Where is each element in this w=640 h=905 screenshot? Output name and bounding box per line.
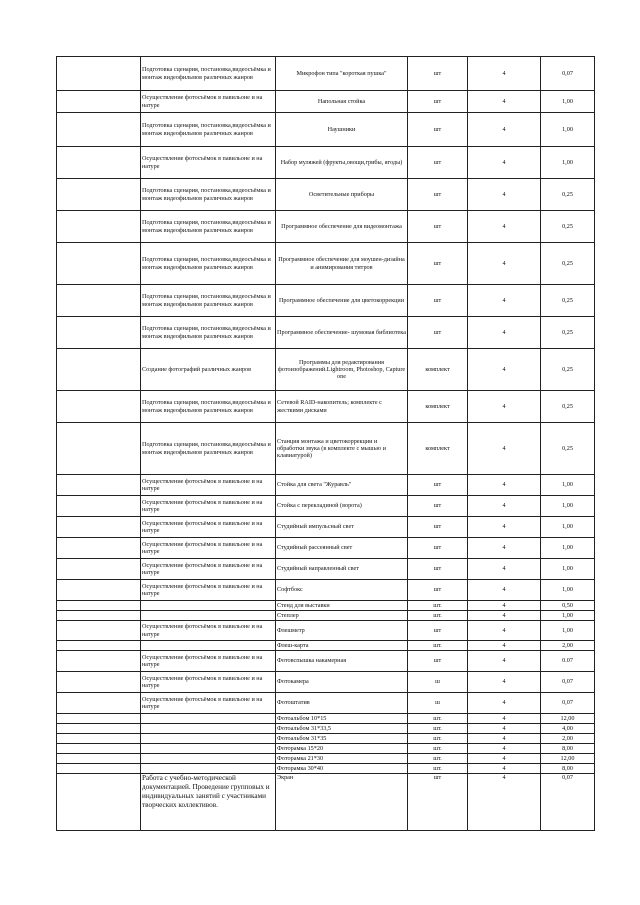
unit-cell: шт.	[408, 744, 468, 754]
table-row	[57, 113, 595, 147]
activity-cell: Подготовка сценария, постановка,видеосъёмка и монтаж видеофильмов различных жанров	[141, 211, 276, 243]
coefficient-cell: 8,00	[541, 744, 595, 754]
quantity-cell: 4	[468, 724, 541, 734]
quantity-cell: 4	[468, 693, 541, 714]
coefficient-cell: 0,25	[541, 179, 595, 211]
item-cell: Стенд для выставки	[276, 601, 408, 611]
activity-cell: Подготовка сценария, постановка,видеосъёмка и монтаж видеофильмов различных жанров	[141, 179, 276, 211]
quantity-cell: 4	[468, 91, 541, 113]
activity-cell	[141, 714, 276, 724]
number-cell	[57, 580, 141, 601]
item-cell: Фотокамера	[276, 672, 408, 693]
table-row	[57, 423, 595, 475]
activity-cell: Подготовка сценария, постановка,видеосъёмка и монтаж видеофильмов различных жанров	[141, 423, 276, 475]
coefficient-cell: 0,07	[541, 774, 595, 831]
table-row	[57, 714, 595, 724]
activity-cell: Работа с учебно-методической документацией. Проведение групповых и индивидуальных занятий с участниками творческих коллективов.	[141, 774, 276, 831]
coefficient-cell: 1,00	[541, 496, 595, 517]
quantity-cell: 4	[468, 423, 541, 475]
number-cell	[57, 764, 141, 774]
number-cell	[57, 611, 141, 621]
item-cell: Софтбокс	[276, 580, 408, 601]
quantity-cell: 4	[468, 714, 541, 724]
coefficient-cell: 12,00	[541, 754, 595, 764]
number-cell	[57, 475, 141, 496]
item-cell: Набор муляжей (фрукты,овощи,грибы, ягоды)	[276, 147, 408, 179]
unit-cell: шт	[408, 559, 468, 580]
coefficient-cell: 2,00	[541, 641, 595, 651]
coefficient-cell: 2,00	[541, 734, 595, 744]
activity-cell: Осуществление фотосъёмок в павильоне и на натуре	[141, 147, 276, 179]
number-cell	[57, 285, 141, 317]
table-row	[57, 734, 595, 744]
activity-cell: Осуществление фотосъёмок в павильоне и на натуре	[141, 496, 276, 517]
activity-cell: Подготовка сценария, постановка,видеосъёмка и монтаж видеофильмов различных жанров	[141, 317, 276, 349]
table-row	[57, 672, 595, 693]
table-row	[57, 496, 595, 517]
unit-cell: шт	[408, 211, 468, 243]
unit-cell: шт.	[408, 641, 468, 651]
number-cell	[57, 621, 141, 641]
item-cell: Осветительные приборы	[276, 179, 408, 211]
table-row	[57, 580, 595, 601]
quantity-cell: 4	[468, 734, 541, 744]
table-row-last	[57, 774, 595, 831]
unit-cell: комплект	[408, 349, 468, 391]
unit-cell: шт	[408, 57, 468, 91]
quantity-cell: 4	[468, 211, 541, 243]
unit-cell: шт	[408, 317, 468, 349]
number-cell	[57, 147, 141, 179]
item-cell: Программное обеспечение для видеомонтажа	[276, 211, 408, 243]
table-row	[57, 285, 595, 317]
activity-cell: Осуществление фотосъёмок в павильоне и на натуре	[141, 651, 276, 672]
coefficient-cell: 0,07	[541, 57, 595, 91]
number-cell	[57, 496, 141, 517]
table-row	[57, 349, 595, 391]
activity-cell: Осуществление фотосъёмок в павильоне и на натуре	[141, 475, 276, 496]
item-cell: Фотовспышка накамерная	[276, 651, 408, 672]
number-cell	[57, 754, 141, 764]
activity-cell: Осуществление фотосъёмок в павильоне и на натуре	[141, 693, 276, 714]
number-cell	[57, 641, 141, 651]
number-cell	[57, 714, 141, 724]
quantity-cell: 4	[468, 475, 541, 496]
quantity-cell: 4	[468, 672, 541, 693]
number-cell	[57, 179, 141, 211]
quantity-cell: 4	[468, 317, 541, 349]
unit-cell: шт	[408, 113, 468, 147]
unit-cell: шт	[408, 621, 468, 641]
activity-cell: Подготовка сценария, постановка,видеосъёмка и монтаж видеофильмов различных жанров	[141, 113, 276, 147]
document-page	[56, 56, 576, 831]
number-cell	[57, 601, 141, 611]
table-row	[57, 243, 595, 285]
quantity-cell: 4	[468, 349, 541, 391]
quantity-cell: 4	[468, 285, 541, 317]
number-cell	[57, 651, 141, 672]
unit-cell: шт	[408, 774, 468, 831]
item-cell: Фотоальбом 10*15	[276, 714, 408, 724]
table-row	[57, 601, 595, 611]
coefficient-cell: 0,25	[541, 243, 595, 285]
coefficient-cell: 1,00	[541, 611, 595, 621]
activity-cell	[141, 764, 276, 774]
unit-cell: шт	[408, 147, 468, 179]
activity-cell: Подготовка сценария, постановка,видеосъёмка и монтаж видеофильмов различных жанров	[141, 57, 276, 91]
number-cell	[57, 391, 141, 423]
item-cell: Студийный рассеянный свет	[276, 538, 408, 559]
unit-cell: шт	[408, 243, 468, 285]
unit-cell: шт	[408, 179, 468, 211]
item-cell: Программное обеспечение для цветокоррекции	[276, 285, 408, 317]
table-row	[57, 611, 595, 621]
table-row	[57, 475, 595, 496]
number-cell	[57, 672, 141, 693]
item-cell: Стойка с перекладиной (ворота)	[276, 496, 408, 517]
table-row	[57, 651, 595, 672]
number-cell	[57, 559, 141, 580]
table-row	[57, 91, 595, 113]
activity-cell: Осуществление фотосъёмок в павильоне и на натуре	[141, 517, 276, 538]
quantity-cell: 4	[468, 113, 541, 147]
quantity-cell: 4	[468, 621, 541, 641]
number-cell	[57, 538, 141, 559]
coefficient-cell: 1,00	[541, 559, 595, 580]
activity-cell: Подготовка сценария, постановка,видеосъёмка и монтаж видеофильмов различных жанров	[141, 391, 276, 423]
unit-cell: шт.	[408, 611, 468, 621]
number-cell	[57, 724, 141, 734]
coefficient-cell: 8,00	[541, 764, 595, 774]
table-row	[57, 179, 595, 211]
coefficient-cell: 0.07	[541, 651, 595, 672]
item-cell: Программы для редактирования фотоизображений.Lightroom, Photoshop, Capture one	[276, 349, 408, 391]
table-row	[57, 744, 595, 754]
quantity-cell: 4	[468, 243, 541, 285]
coefficient-cell: 4,00	[541, 724, 595, 734]
activity-cell: Создание фотографий различных жанров	[141, 349, 276, 391]
table-row	[57, 621, 595, 641]
item-cell: Стойка для света "Журавль"	[276, 475, 408, 496]
number-cell	[57, 113, 141, 147]
unit-cell: шт	[408, 538, 468, 559]
table-row	[57, 764, 595, 774]
activity-cell	[141, 724, 276, 734]
activity-cell	[141, 611, 276, 621]
quantity-cell: 4	[468, 611, 541, 621]
coefficient-cell: 1,00	[541, 621, 595, 641]
activity-cell	[141, 601, 276, 611]
unit-cell: шт.	[408, 734, 468, 744]
activity-cell: Осуществление фотосъёмок в павильоне и на натуре	[141, 621, 276, 641]
unit-cell: шт.	[408, 754, 468, 764]
activity-cell: Подготовка сценария, постановка,видеосъёмка и монтаж видеофильмов различных жанров	[141, 243, 276, 285]
unit-cell: шт.	[408, 714, 468, 724]
table-row	[57, 317, 595, 349]
number-cell	[57, 91, 141, 113]
coefficient-cell: 1,00	[541, 113, 595, 147]
unit-cell: шт	[408, 517, 468, 538]
item-cell: Фотоальбом 31*35	[276, 734, 408, 744]
quantity-cell: 4	[468, 651, 541, 672]
table-row	[57, 724, 595, 734]
item-cell: Сетевой RAID-накопитель; комплекте с жесткими дисками	[276, 391, 408, 423]
table-row	[57, 559, 595, 580]
activity-cell: Осуществление фотосъёмок в павильоне и на натуре	[141, 538, 276, 559]
number-cell	[57, 734, 141, 744]
coefficient-cell: 1,00	[541, 475, 595, 496]
item-cell: Степлер	[276, 611, 408, 621]
coefficient-cell: 0,25	[541, 423, 595, 475]
coefficient-cell: 0,25	[541, 211, 595, 243]
item-cell: Программное обеспечение- шумовая библиотека	[276, 317, 408, 349]
number-cell	[57, 423, 141, 475]
unit-cell: шт.	[408, 601, 468, 611]
unit-cell: ш	[408, 672, 468, 693]
coefficient-cell: 0,25	[541, 349, 595, 391]
activity-cell	[141, 641, 276, 651]
quantity-cell: 4	[468, 391, 541, 423]
coefficient-cell: 1,00	[541, 147, 595, 179]
quantity-cell: 4	[468, 754, 541, 764]
quantity-cell: 4	[468, 517, 541, 538]
coefficient-cell: 1,00	[541, 517, 595, 538]
item-cell: Напольная стойка	[276, 91, 408, 113]
coefficient-cell: 0,50	[541, 601, 595, 611]
activity-cell: Осуществление фотосъёмок в павильоне и на натуре	[141, 580, 276, 601]
unit-cell: шт	[408, 496, 468, 517]
item-cell: Студийный импульсный свет	[276, 517, 408, 538]
quantity-cell: 4	[468, 580, 541, 601]
table-row	[57, 538, 595, 559]
item-cell: Фотоальбом 31*33,5	[276, 724, 408, 734]
quantity-cell: 4	[468, 641, 541, 651]
number-cell	[57, 211, 141, 243]
item-cell: Экран	[276, 774, 408, 831]
number-cell	[57, 317, 141, 349]
unit-cell: комплект	[408, 423, 468, 475]
coefficient-cell: 0,25	[541, 285, 595, 317]
table-row	[57, 211, 595, 243]
coefficient-cell: 1,00	[541, 538, 595, 559]
activity-cell: Осуществление фотосъёмок в павильоне и на натуре	[141, 91, 276, 113]
unit-cell: шт	[408, 91, 468, 113]
item-cell: Фоторамка 30*40	[276, 764, 408, 774]
number-cell	[57, 693, 141, 714]
coefficient-cell: 0,25	[541, 391, 595, 423]
quantity-cell: 4	[468, 764, 541, 774]
number-cell	[57, 57, 141, 91]
item-cell: Фоторамка 15*20	[276, 744, 408, 754]
item-cell: Флешметр	[276, 621, 408, 641]
activity-cell: Подготовка сценария, постановка,видеосъёмка и монтаж видеофильмов различных жанров	[141, 285, 276, 317]
quantity-cell: 4	[468, 147, 541, 179]
number-cell	[57, 243, 141, 285]
coefficient-cell: 0,07	[541, 672, 595, 693]
item-cell: Студийный направленный свет	[276, 559, 408, 580]
unit-cell: шт	[408, 651, 468, 672]
coefficient-cell: 0,07	[541, 693, 595, 714]
table-row	[57, 693, 595, 714]
coefficient-cell: 1,00	[541, 580, 595, 601]
table-row	[57, 517, 595, 538]
quantity-cell: 4	[468, 744, 541, 754]
item-cell: Микрофон типа "короткая пушка"	[276, 57, 408, 91]
unit-cell: шт.	[408, 764, 468, 774]
activity-cell	[141, 734, 276, 744]
item-cell: Станция монтажа и цветокоррекции и обработки звука (в комплекте с мышью и клавиатурой)	[276, 423, 408, 475]
table-row	[57, 391, 595, 423]
quantity-cell: 4	[468, 538, 541, 559]
quantity-cell: 4	[468, 774, 541, 831]
equipment-table	[56, 56, 595, 831]
quantity-cell: 4	[468, 57, 541, 91]
table-row	[57, 57, 595, 91]
equipment-table-body	[57, 57, 595, 831]
activity-cell: Осуществление фотосъёмок в павильоне и на натуре	[141, 559, 276, 580]
quantity-cell: 4	[468, 179, 541, 211]
item-cell: Фоторамка 21*30	[276, 754, 408, 764]
coefficient-cell: 12,00	[541, 714, 595, 724]
activity-cell	[141, 744, 276, 754]
number-cell	[57, 744, 141, 754]
quantity-cell: 4	[468, 559, 541, 580]
quantity-cell: 4	[468, 496, 541, 517]
number-cell	[57, 774, 141, 831]
unit-cell: шт.	[408, 724, 468, 734]
table-row	[57, 641, 595, 651]
item-cell: Наушники	[276, 113, 408, 147]
quantity-cell: 4	[468, 601, 541, 611]
number-cell	[57, 349, 141, 391]
activity-cell: Осуществление фотосъёмок в павильоне и на натуре	[141, 672, 276, 693]
item-cell: Программное обеспечение для моушен-дизайна и анимирования титров	[276, 243, 408, 285]
coefficient-cell: 1,00	[541, 91, 595, 113]
unit-cell: шт	[408, 285, 468, 317]
item-cell: Фотоштатив	[276, 693, 408, 714]
unit-cell: комплект	[408, 391, 468, 423]
activity-cell	[141, 754, 276, 764]
unit-cell: шт	[408, 475, 468, 496]
coefficient-cell: 0,25	[541, 317, 595, 349]
table-row	[57, 754, 595, 764]
unit-cell: ш	[408, 693, 468, 714]
item-cell: Флеш-карта	[276, 641, 408, 651]
table-row	[57, 147, 595, 179]
unit-cell: шт	[408, 580, 468, 601]
number-cell	[57, 517, 141, 538]
